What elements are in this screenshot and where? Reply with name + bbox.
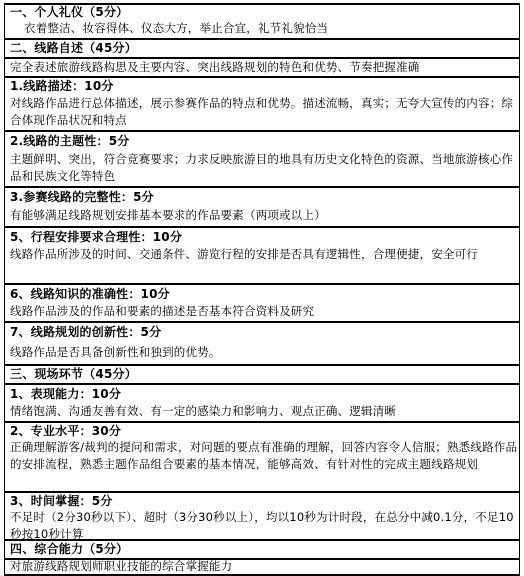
section-heading-onsite: 三、现场环节（45分） <box>10 367 137 381</box>
section-heading-overall: 四、综合能力（5分） <box>10 542 129 556</box>
table-border-left <box>4 4 5 574</box>
criterion-itinerary-rationality: 5、行程安排要求合理性：10分 <box>10 230 183 244</box>
route-description-detail: 对线路作品进行总体描述，展示参赛作品的特点和优势。描述流畅，真实；无夸大宣传的内容；综合体现作品状况和特点 <box>10 96 514 127</box>
row-divider <box>4 283 520 285</box>
criterion-time-management: 3、时间掌握：5分 <box>10 494 113 508</box>
criterion-route-completeness: 3.参赛线路的完整性：5分 <box>10 190 154 204</box>
route-completeness-detail: 有能够满足线路规划安排基本要求的作品要素（两项或以上） <box>10 208 326 222</box>
etiquette-description: 衣着整洁、妆容得体、仪态大方，举止合宜，礼节礼貌恰当 <box>24 21 329 35</box>
row-divider <box>4 226 520 228</box>
table-border-right <box>519 4 520 574</box>
knowledge-accuracy-detail: 线路作品涉及的作品和要素的描述是否基本符合资料及研究 <box>10 304 315 318</box>
innovation-detail: 线路作品是否具备创新性和独到的优势。 <box>10 345 221 359</box>
criterion-knowledge-accuracy: 6、线路知识的准确性：10分 <box>10 287 170 301</box>
overall-detail: 对旅游线路规划师职业技能的综合掌握能力 <box>10 559 233 573</box>
expression-detail: 情绪饱满、沟通友善有效、有一定的感染力和影响力、观点正确、逻辑清晰 <box>10 404 397 418</box>
professional-level-detail: 正确理解游客/裁判的提问和需求，对问题的要点有准确的理解，回答内容令人信服；熟悉线路作品的安排流程，熟悉主题作品组合要素的基本情况，能够高效、有针对性的完成主题线路规划 <box>10 440 518 471</box>
route-statement-description: 完全表述旅游线路构思及主要内容、突出线路规划的特色和优势、节奏把握准确 <box>10 60 420 74</box>
criterion-route-description: 1.线路描述：10分 <box>10 79 114 93</box>
section-heading-route-statement: 二、线路自述（45分） <box>10 41 137 55</box>
row-divider <box>4 130 520 132</box>
itinerary-rationality-detail: 线路作品所涉及的时间、交通条件、游览行程的安排是否具有逻辑性，合理便捷，安全可行 <box>10 247 478 261</box>
row-divider <box>4 186 520 188</box>
criterion-innovation: 7、线路规划的创新性：5分 <box>10 325 162 339</box>
route-theme-detail: 主题鲜明、突出，符合竞赛要求；力求反映旅游目的地具有历史文化特色的资源、当地旅游核心作品和民族文化等特色 <box>10 152 514 183</box>
criterion-professional-level: 2、专业水平：30分 <box>10 424 122 438</box>
criterion-expression: 1、表现能力：10分 <box>10 387 122 401</box>
criterion-route-theme: 2.线路的主题性：5分 <box>10 134 130 148</box>
row-divider <box>4 383 520 385</box>
row-divider <box>4 321 520 323</box>
time-management-detail: 不足时（2分30秒以下）、超时（3分30秒以上），均以10秒为计时段，在总分中减0.1分，不足10秒按10秒计算 <box>10 510 514 541</box>
section-heading-etiquette: 一、个人礼仪（5分） <box>10 5 129 19</box>
